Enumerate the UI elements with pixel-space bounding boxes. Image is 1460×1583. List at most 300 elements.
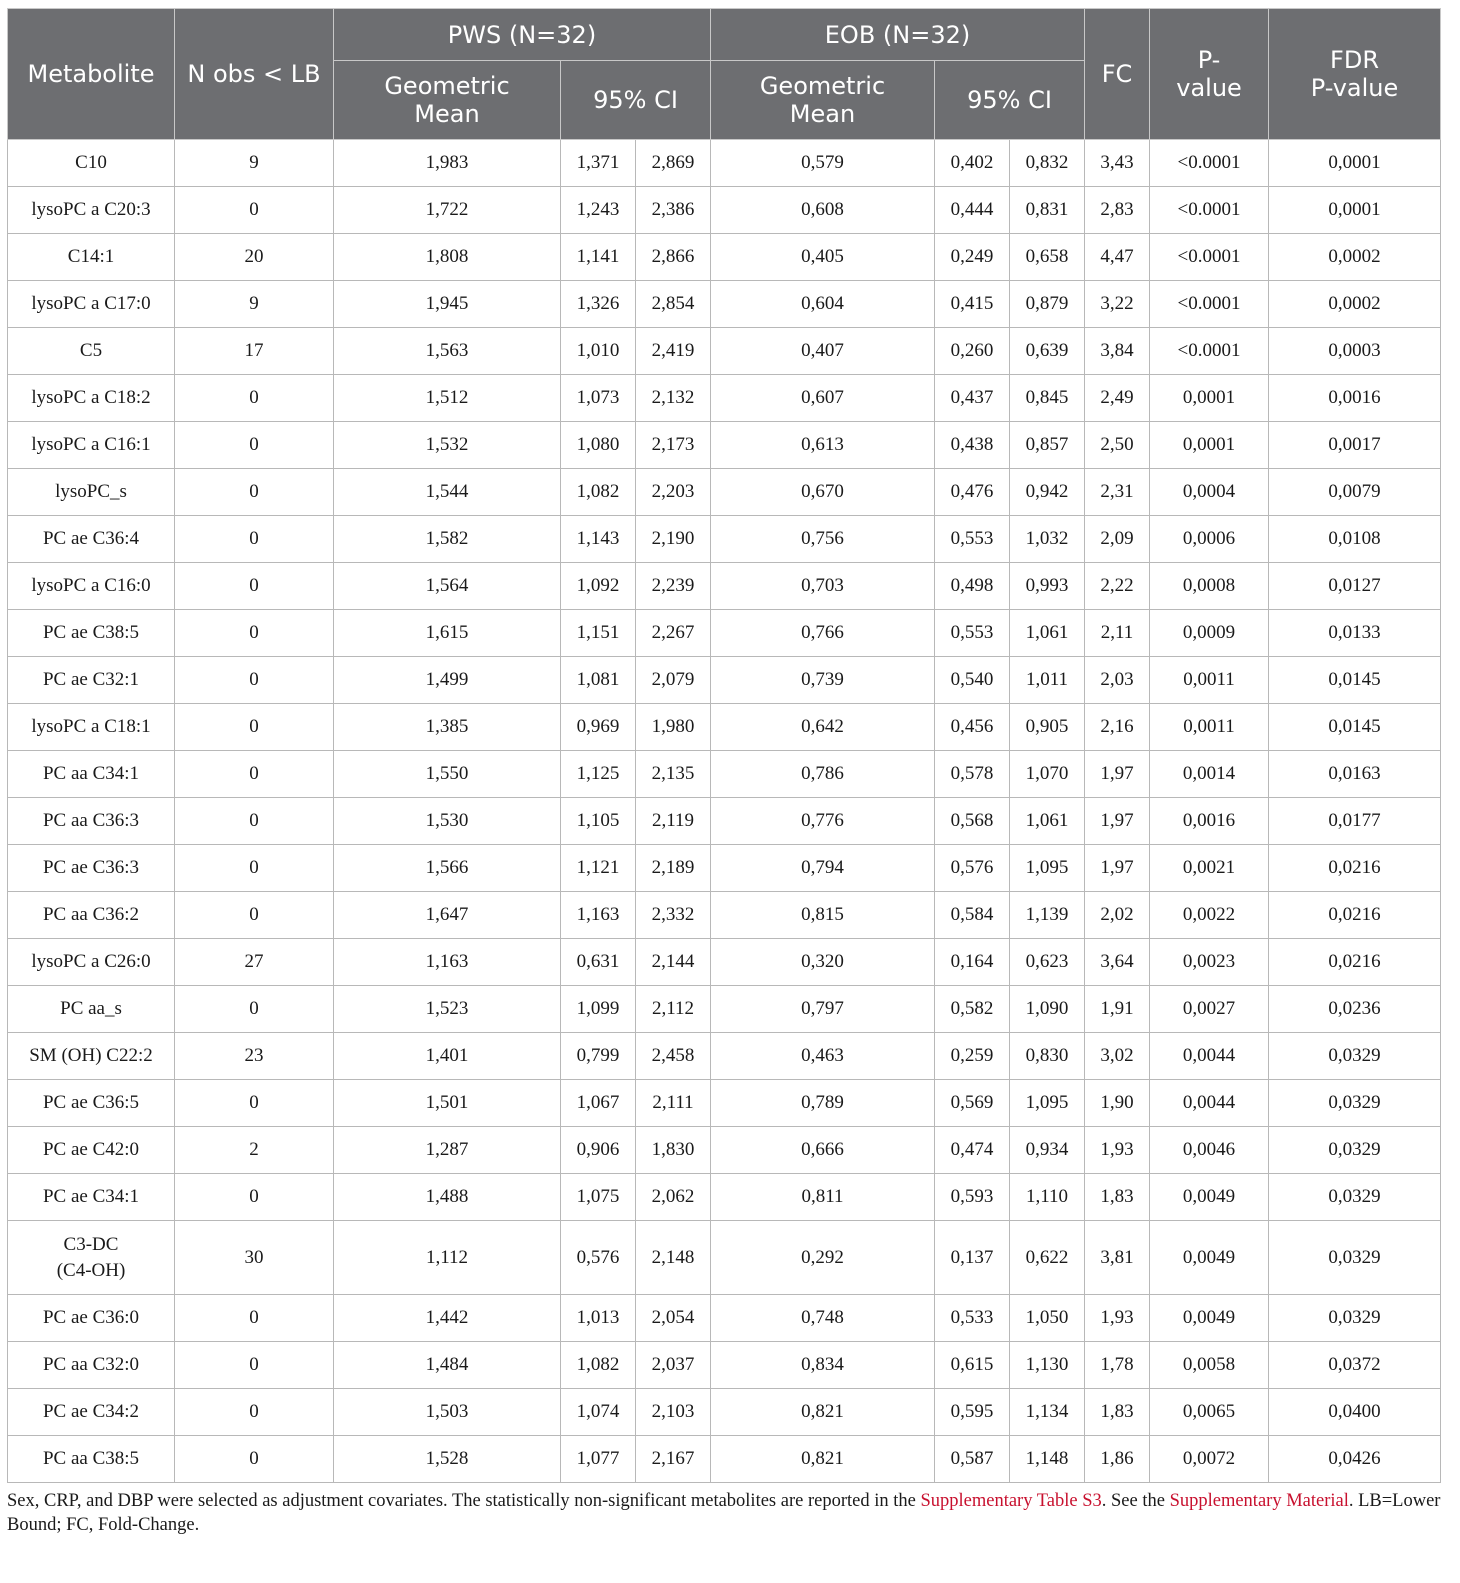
cell-pws-ci-high: 2,144	[636, 939, 711, 986]
cell-n-obs: 0	[175, 1436, 334, 1483]
table-row	[8, 1389, 1441, 1436]
cell-n-obs: 0	[175, 516, 334, 563]
cell-fc: 3,02	[1085, 1033, 1150, 1080]
cell-eob-ci-low: 0,615	[935, 1342, 1010, 1389]
cell-n-obs: 30	[175, 1221, 334, 1295]
cell-fc: 1,78	[1085, 1342, 1150, 1389]
cell-eob-ci-low: 0,569	[935, 1080, 1010, 1127]
cell-eob-ci-high: 1,032	[1010, 516, 1085, 563]
table-row	[8, 234, 1441, 281]
cell-metabolite: PC ae C36:3	[8, 845, 175, 892]
cell-fdr-p-value: 0,0372	[1269, 1342, 1441, 1389]
table-row	[8, 281, 1441, 328]
cell-pws-mean: 1,499	[334, 657, 561, 704]
cell-metabolite: PC aa C32:0	[8, 1342, 175, 1389]
cell-pws-ci-high: 2,132	[636, 375, 711, 422]
footnote-text-3: . LB=Lower Bound; FC, Fold-Change.	[7, 1491, 1441, 1535]
cell-fdr-p-value: 0,0329	[1269, 1033, 1441, 1080]
cell-pws-mean: 1,582	[334, 516, 561, 563]
cell-pws-mean: 1,528	[334, 1436, 561, 1483]
cell-eob-ci-high: 1,061	[1010, 798, 1085, 845]
header-n-obs-lb: N obs < LB	[175, 9, 334, 140]
cell-metabolite: PC ae C32:1	[8, 657, 175, 704]
cell-eob-mean: 0,407	[711, 328, 935, 375]
table-row	[8, 1295, 1441, 1342]
cell-eob-mean: 0,463	[711, 1033, 935, 1080]
cell-eob-mean: 0,703	[711, 563, 935, 610]
metabolite-table	[7, 8, 1441, 1483]
cell-pws-ci-low: 1,099	[561, 986, 636, 1033]
cell-n-obs: 9	[175, 140, 334, 187]
cell-p-value: 0,0009	[1150, 610, 1269, 657]
cell-fc: 2,22	[1085, 563, 1150, 610]
cell-fc: 2,16	[1085, 704, 1150, 751]
cell-p-value: 0,0014	[1150, 751, 1269, 798]
cell-fc: 2,50	[1085, 422, 1150, 469]
header-p-value: P- value	[1150, 9, 1269, 140]
cell-fdr-p-value: 0,0329	[1269, 1080, 1441, 1127]
cell-metabolite: lysoPC a C16:1	[8, 422, 175, 469]
cell-pws-mean: 1,530	[334, 798, 561, 845]
cell-eob-mean: 0,666	[711, 1127, 935, 1174]
cell-fc: 2,83	[1085, 187, 1150, 234]
cell-pws-mean: 1,442	[334, 1295, 561, 1342]
cell-p-value: 0,0016	[1150, 798, 1269, 845]
cell-metabolite: lysoPC a C18:2	[8, 375, 175, 422]
cell-pws-ci-low: 1,080	[561, 422, 636, 469]
cell-eob-ci-low: 0,260	[935, 328, 1010, 375]
cell-fc: 1,90	[1085, 1080, 1150, 1127]
cell-fc: 1,93	[1085, 1127, 1150, 1174]
cell-eob-mean: 0,756	[711, 516, 935, 563]
cell-pws-mean: 1,484	[334, 1342, 561, 1389]
cell-pws-mean: 1,544	[334, 469, 561, 516]
cell-fc: 1,86	[1085, 1436, 1150, 1483]
cell-metabolite: C5	[8, 328, 175, 375]
cell-pws-mean: 1,488	[334, 1174, 561, 1221]
cell-metabolite: PC aa C36:3	[8, 798, 175, 845]
cell-n-obs: 0	[175, 563, 334, 610]
cell-n-obs: 0	[175, 751, 334, 798]
cell-n-obs: 23	[175, 1033, 334, 1080]
table-row	[8, 563, 1441, 610]
header-eob-95-ci: 95% CI	[935, 61, 1085, 140]
cell-pws-ci-high: 2,239	[636, 563, 711, 610]
cell-fc: 4,47	[1085, 234, 1150, 281]
cell-n-obs: 17	[175, 328, 334, 375]
cell-fdr-p-value: 0,0236	[1269, 986, 1441, 1033]
cell-pws-mean: 1,983	[334, 140, 561, 187]
cell-pws-mean: 1,945	[334, 281, 561, 328]
cell-eob-ci-high: 1,061	[1010, 610, 1085, 657]
cell-eob-ci-low: 0,444	[935, 187, 1010, 234]
cell-pws-ci-low: 1,125	[561, 751, 636, 798]
cell-pws-ci-high: 2,054	[636, 1295, 711, 1342]
cell-p-value: 0,0072	[1150, 1436, 1269, 1483]
cell-eob-mean: 0,821	[711, 1389, 935, 1436]
cell-pws-ci-high: 2,037	[636, 1342, 711, 1389]
cell-pws-mean: 1,647	[334, 892, 561, 939]
cell-metabolite: lysoPC a C16:0	[8, 563, 175, 610]
cell-eob-ci-low: 0,249	[935, 234, 1010, 281]
cell-p-value: 0,0046	[1150, 1127, 1269, 1174]
cell-metabolite: lysoPC a C26:0	[8, 939, 175, 986]
table-body	[8, 140, 1441, 1483]
table-row	[8, 845, 1441, 892]
cell-pws-mean: 1,401	[334, 1033, 561, 1080]
cell-pws-ci-high: 2,062	[636, 1174, 711, 1221]
cell-pws-ci-high: 2,167	[636, 1436, 711, 1483]
cell-eob-ci-low: 0,568	[935, 798, 1010, 845]
cell-eob-ci-high: 0,623	[1010, 939, 1085, 986]
cell-pws-mean: 1,287	[334, 1127, 561, 1174]
header-fdr-p-value: FDR P-value	[1269, 9, 1441, 140]
cell-p-value: 0,0049	[1150, 1295, 1269, 1342]
cell-fc: 1,93	[1085, 1295, 1150, 1342]
cell-n-obs: 0	[175, 986, 334, 1033]
cell-pws-ci-low: 1,075	[561, 1174, 636, 1221]
cell-p-value: <0.0001	[1150, 234, 1269, 281]
cell-n-obs: 0	[175, 1342, 334, 1389]
cell-eob-ci-high: 1,130	[1010, 1342, 1085, 1389]
cell-n-obs: 0	[175, 798, 334, 845]
cell-p-value: 0,0044	[1150, 1080, 1269, 1127]
cell-p-value: 0,0023	[1150, 939, 1269, 986]
cell-metabolite: SM (OH) C22:2	[8, 1033, 175, 1080]
cell-pws-mean: 1,512	[334, 375, 561, 422]
cell-pws-ci-low: 0,576	[561, 1221, 636, 1295]
cell-fdr-p-value: 0,0133	[1269, 610, 1441, 657]
cell-metabolite: PC aa C36:2	[8, 892, 175, 939]
cell-fdr-p-value: 0,0329	[1269, 1174, 1441, 1221]
cell-fdr-p-value: 0,0079	[1269, 469, 1441, 516]
cell-eob-ci-high: 0,857	[1010, 422, 1085, 469]
cell-p-value: <0.0001	[1150, 187, 1269, 234]
cell-eob-ci-low: 0,164	[935, 939, 1010, 986]
cell-fc: 1,91	[1085, 986, 1150, 1033]
cell-n-obs: 27	[175, 939, 334, 986]
cell-p-value: <0.0001	[1150, 281, 1269, 328]
table-row	[8, 657, 1441, 704]
cell-fc: 2,09	[1085, 516, 1150, 563]
cell-eob-ci-low: 0,137	[935, 1221, 1010, 1295]
cell-eob-mean: 0,748	[711, 1295, 935, 1342]
cell-eob-ci-high: 0,639	[1010, 328, 1085, 375]
table-row	[8, 610, 1441, 657]
cell-eob-ci-low: 0,576	[935, 845, 1010, 892]
cell-pws-ci-low: 1,143	[561, 516, 636, 563]
table-row	[8, 939, 1441, 986]
cell-fdr-p-value: 0,0003	[1269, 328, 1441, 375]
cell-pws-mean: 1,503	[334, 1389, 561, 1436]
cell-pws-ci-low: 0,631	[561, 939, 636, 986]
cell-eob-mean: 0,405	[711, 234, 935, 281]
cell-n-obs: 9	[175, 281, 334, 328]
cell-fc: 2,49	[1085, 375, 1150, 422]
cell-pws-ci-high: 2,173	[636, 422, 711, 469]
table-row	[8, 1436, 1441, 1483]
cell-fdr-p-value: 0,0127	[1269, 563, 1441, 610]
cell-pws-ci-low: 1,371	[561, 140, 636, 187]
table-row	[8, 328, 1441, 375]
cell-eob-ci-high: 1,110	[1010, 1174, 1085, 1221]
cell-p-value: 0,0022	[1150, 892, 1269, 939]
cell-eob-mean: 0,797	[711, 986, 935, 1033]
cell-metabolite: PC ae C34:2	[8, 1389, 175, 1436]
cell-pws-ci-low: 1,151	[561, 610, 636, 657]
cell-n-obs: 0	[175, 375, 334, 422]
header-pws-geometric-mean: Geometric Mean	[334, 61, 561, 140]
cell-eob-mean: 0,834	[711, 1342, 935, 1389]
cell-pws-mean: 1,550	[334, 751, 561, 798]
cell-n-obs: 0	[175, 657, 334, 704]
cell-eob-mean: 0,642	[711, 704, 935, 751]
cell-fc: 1,83	[1085, 1389, 1150, 1436]
cell-fdr-p-value: 0,0145	[1269, 657, 1441, 704]
cell-eob-ci-low: 0,415	[935, 281, 1010, 328]
cell-eob-ci-high: 0,845	[1010, 375, 1085, 422]
table-row	[8, 1221, 1441, 1295]
cell-eob-ci-high: 0,942	[1010, 469, 1085, 516]
cell-fdr-p-value: 0,0329	[1269, 1127, 1441, 1174]
cell-p-value: <0.0001	[1150, 328, 1269, 375]
cell-eob-mean: 0,608	[711, 187, 935, 234]
footnote-text-1: Sex, CRP, and DBP were selected as adjustment covariates. The statistically non-significant metabolites are reported in the	[7, 1491, 921, 1511]
cell-metabolite: lysoPC a C18:1	[8, 704, 175, 751]
cell-eob-ci-low: 0,584	[935, 892, 1010, 939]
cell-metabolite: PC ae C38:5	[8, 610, 175, 657]
cell-eob-mean: 0,766	[711, 610, 935, 657]
cell-eob-ci-high: 1,095	[1010, 1080, 1085, 1127]
cell-eob-ci-high: 1,095	[1010, 845, 1085, 892]
cell-pws-ci-low: 1,013	[561, 1295, 636, 1342]
cell-pws-ci-low: 0,969	[561, 704, 636, 751]
cell-n-obs: 0	[175, 610, 334, 657]
cell-n-obs: 0	[175, 422, 334, 469]
cell-p-value: 0,0008	[1150, 563, 1269, 610]
cell-metabolite: lysoPC_s	[8, 469, 175, 516]
cell-eob-mean: 0,604	[711, 281, 935, 328]
cell-p-value: 0,0058	[1150, 1342, 1269, 1389]
cell-eob-ci-high: 1,050	[1010, 1295, 1085, 1342]
cell-eob-ci-high: 0,658	[1010, 234, 1085, 281]
cell-eob-ci-high: 1,139	[1010, 892, 1085, 939]
cell-pws-ci-low: 1,077	[561, 1436, 636, 1483]
cell-p-value: 0,0027	[1150, 986, 1269, 1033]
cell-n-obs: 0	[175, 1080, 334, 1127]
cell-pws-ci-high: 2,866	[636, 234, 711, 281]
cell-eob-ci-low: 0,593	[935, 1174, 1010, 1221]
header-eob-group: EOB (N=32)	[711, 9, 1085, 61]
cell-fdr-p-value: 0,0016	[1269, 375, 1441, 422]
cell-eob-mean: 0,815	[711, 892, 935, 939]
cell-pws-mean: 1,501	[334, 1080, 561, 1127]
cell-pws-ci-low: 1,073	[561, 375, 636, 422]
cell-fdr-p-value: 0,0001	[1269, 187, 1441, 234]
cell-fdr-p-value: 0,0001	[1269, 140, 1441, 187]
cell-pws-ci-high: 2,458	[636, 1033, 711, 1080]
cell-pws-ci-high: 2,869	[636, 140, 711, 187]
header-pws-group: PWS (N=32)	[334, 9, 711, 61]
cell-eob-ci-low: 0,595	[935, 1389, 1010, 1436]
cell-pws-mean: 1,564	[334, 563, 561, 610]
cell-fc: 3,84	[1085, 328, 1150, 375]
cell-pws-ci-high: 2,112	[636, 986, 711, 1033]
cell-p-value: 0,0044	[1150, 1033, 1269, 1080]
cell-eob-ci-high: 0,831	[1010, 187, 1085, 234]
cell-eob-ci-low: 0,402	[935, 140, 1010, 187]
cell-eob-ci-high: 1,070	[1010, 751, 1085, 798]
cell-fdr-p-value: 0,0426	[1269, 1436, 1441, 1483]
cell-pws-ci-low: 1,081	[561, 657, 636, 704]
cell-pws-mean: 1,808	[334, 234, 561, 281]
cell-p-value: 0,0004	[1150, 469, 1269, 516]
cell-metabolite: C14:1	[8, 234, 175, 281]
cell-pws-ci-low: 1,243	[561, 187, 636, 234]
cell-fc: 3,81	[1085, 1221, 1150, 1295]
cell-eob-ci-low: 0,582	[935, 986, 1010, 1033]
table-row	[8, 422, 1441, 469]
cell-eob-ci-low: 0,476	[935, 469, 1010, 516]
cell-pws-ci-high: 2,189	[636, 845, 711, 892]
table-footnote	[7, 1489, 1447, 1537]
cell-fdr-p-value: 0,0216	[1269, 845, 1441, 892]
cell-metabolite: lysoPC a C17:0	[8, 281, 175, 328]
supplementary-table-link[interactable]: Supplementary Table S3	[920, 1491, 1102, 1511]
cell-p-value: 0,0001	[1150, 375, 1269, 422]
cell-eob-mean: 0,789	[711, 1080, 935, 1127]
header-fc: FC	[1085, 9, 1150, 140]
cell-n-obs: 0	[175, 1295, 334, 1342]
cell-pws-mean: 1,566	[334, 845, 561, 892]
cell-n-obs: 20	[175, 234, 334, 281]
cell-fc: 2,11	[1085, 610, 1150, 657]
cell-p-value: 0,0001	[1150, 422, 1269, 469]
cell-fdr-p-value: 0,0216	[1269, 939, 1441, 986]
cell-eob-mean: 0,292	[711, 1221, 935, 1295]
cell-fc: 3,43	[1085, 140, 1150, 187]
cell-eob-ci-low: 0,587	[935, 1436, 1010, 1483]
cell-pws-ci-high: 1,830	[636, 1127, 711, 1174]
cell-pws-ci-low: 1,141	[561, 234, 636, 281]
header-metabolite: Metabolite	[8, 9, 175, 140]
cell-pws-ci-low: 1,121	[561, 845, 636, 892]
cell-eob-ci-high: 0,832	[1010, 140, 1085, 187]
cell-p-value: 0,0049	[1150, 1221, 1269, 1295]
cell-fdr-p-value: 0,0400	[1269, 1389, 1441, 1436]
cell-pws-ci-high: 2,267	[636, 610, 711, 657]
table-row	[8, 187, 1441, 234]
cell-pws-mean: 1,523	[334, 986, 561, 1033]
cell-pws-ci-high: 2,079	[636, 657, 711, 704]
cell-pws-ci-high: 2,419	[636, 328, 711, 375]
cell-pws-ci-low: 1,067	[561, 1080, 636, 1127]
cell-fc: 1,97	[1085, 798, 1150, 845]
cell-eob-ci-high: 1,090	[1010, 986, 1085, 1033]
cell-eob-ci-high: 1,148	[1010, 1436, 1085, 1483]
table-header	[8, 9, 1441, 140]
cell-fdr-p-value: 0,0329	[1269, 1221, 1441, 1295]
supplementary-material-link[interactable]: Supplementary Material	[1169, 1491, 1349, 1511]
cell-fdr-p-value: 0,0216	[1269, 892, 1441, 939]
cell-eob-ci-low: 0,540	[935, 657, 1010, 704]
cell-pws-ci-low: 1,074	[561, 1389, 636, 1436]
cell-p-value: 0,0011	[1150, 657, 1269, 704]
cell-fdr-p-value: 0,0177	[1269, 798, 1441, 845]
cell-pws-ci-low: 1,092	[561, 563, 636, 610]
cell-fc: 3,64	[1085, 939, 1150, 986]
cell-pws-ci-high: 2,854	[636, 281, 711, 328]
cell-pws-ci-high: 2,103	[636, 1389, 711, 1436]
cell-fdr-p-value: 0,0002	[1269, 234, 1441, 281]
cell-pws-ci-low: 1,163	[561, 892, 636, 939]
table-row	[8, 798, 1441, 845]
cell-metabolite: lysoPC a C20:3	[8, 187, 175, 234]
cell-eob-ci-low: 0,578	[935, 751, 1010, 798]
cell-fdr-p-value: 0,0002	[1269, 281, 1441, 328]
cell-n-obs: 0	[175, 187, 334, 234]
cell-eob-mean: 0,739	[711, 657, 935, 704]
cell-metabolite: PC ae C36:4	[8, 516, 175, 563]
cell-metabolite: PC aa_s	[8, 986, 175, 1033]
cell-fdr-p-value: 0,0145	[1269, 704, 1441, 751]
cell-n-obs: 0	[175, 469, 334, 516]
cell-eob-mean: 0,613	[711, 422, 935, 469]
cell-metabolite: PC aa C38:5	[8, 1436, 175, 1483]
footnote-text-2: . See the	[1101, 1491, 1170, 1511]
cell-p-value: 0,0065	[1150, 1389, 1269, 1436]
table-row	[8, 375, 1441, 422]
cell-pws-ci-low: 1,105	[561, 798, 636, 845]
cell-eob-ci-low: 0,498	[935, 563, 1010, 610]
cell-eob-ci-high: 0,830	[1010, 1033, 1085, 1080]
cell-pws-mean: 1,163	[334, 939, 561, 986]
cell-metabolite: PC aa C34:1	[8, 751, 175, 798]
cell-n-obs: 0	[175, 1389, 334, 1436]
cell-pws-ci-low: 0,906	[561, 1127, 636, 1174]
cell-fc: 2,31	[1085, 469, 1150, 516]
table-row	[8, 516, 1441, 563]
table-row	[8, 140, 1441, 187]
cell-pws-ci-low: 1,010	[561, 328, 636, 375]
cell-p-value: 0,0049	[1150, 1174, 1269, 1221]
cell-pws-ci-low: 1,326	[561, 281, 636, 328]
cell-eob-ci-high: 1,011	[1010, 657, 1085, 704]
cell-eob-mean: 0,811	[711, 1174, 935, 1221]
table-figure	[7, 8, 1452, 1537]
cell-n-obs: 0	[175, 704, 334, 751]
cell-eob-ci-low: 0,456	[935, 704, 1010, 751]
cell-eob-ci-low: 0,438	[935, 422, 1010, 469]
cell-pws-ci-low: 1,082	[561, 469, 636, 516]
table-row	[8, 1174, 1441, 1221]
cell-eob-ci-high: 1,134	[1010, 1389, 1085, 1436]
table-row	[8, 892, 1441, 939]
cell-pws-ci-high: 2,203	[636, 469, 711, 516]
header-pws-95-ci: 95% CI	[561, 61, 711, 140]
cell-n-obs: 0	[175, 1174, 334, 1221]
cell-n-obs: 2	[175, 1127, 334, 1174]
table-row	[8, 1033, 1441, 1080]
cell-fdr-p-value: 0,0329	[1269, 1295, 1441, 1342]
cell-fdr-p-value: 0,0163	[1269, 751, 1441, 798]
cell-pws-ci-low: 1,082	[561, 1342, 636, 1389]
cell-eob-mean: 0,786	[711, 751, 935, 798]
cell-pws-ci-high: 2,119	[636, 798, 711, 845]
cell-pws-ci-low: 0,799	[561, 1033, 636, 1080]
cell-pws-mean: 1,563	[334, 328, 561, 375]
cell-eob-mean: 0,821	[711, 1436, 935, 1483]
